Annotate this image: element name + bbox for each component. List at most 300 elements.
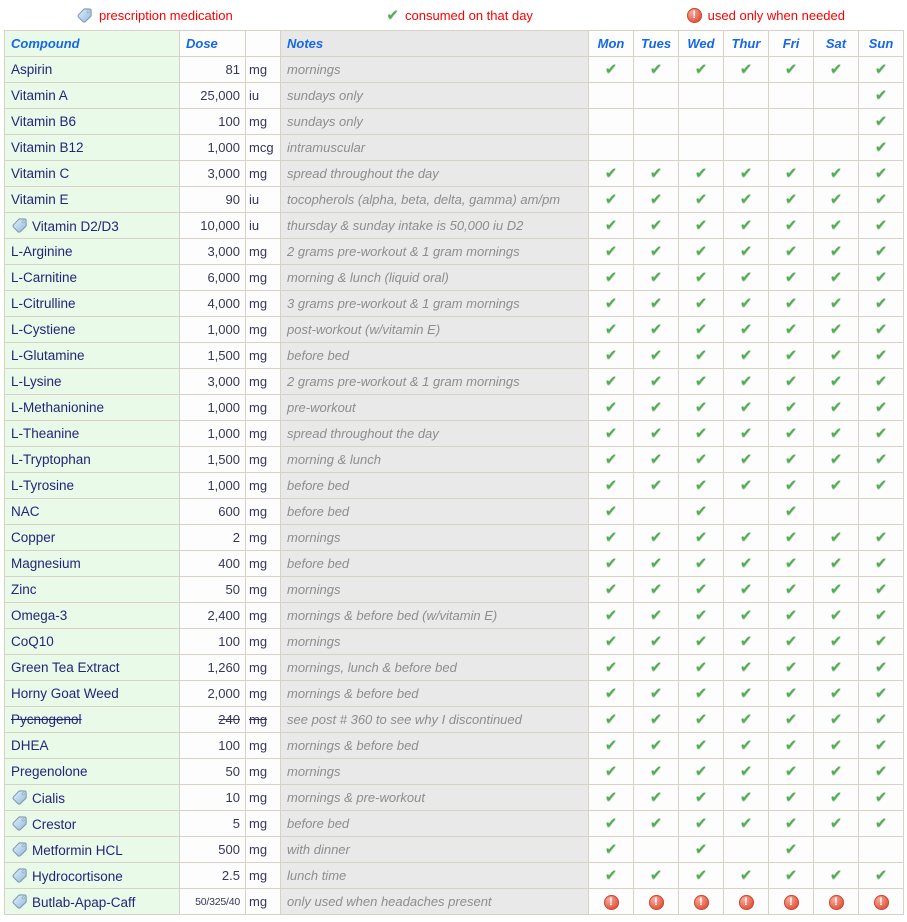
check-icon: ✔ xyxy=(784,60,798,78)
dose-value: 10 xyxy=(180,785,246,811)
column-header-day: Tues xyxy=(634,31,679,57)
table-row xyxy=(5,681,904,707)
day-cell xyxy=(769,837,814,863)
day-cell xyxy=(679,681,724,707)
check-icon: ✔ xyxy=(604,710,618,728)
table-row xyxy=(5,83,904,109)
check-icon: ✔ xyxy=(649,814,663,832)
check-icon: ✔ xyxy=(874,866,888,884)
check-icon: ✔ xyxy=(739,866,753,884)
day-cell xyxy=(859,161,904,187)
dose-value: 100 xyxy=(180,733,246,759)
day-cell xyxy=(589,629,634,655)
check-icon: ✔ xyxy=(874,138,888,156)
day-cell xyxy=(679,733,724,759)
day-cell xyxy=(634,239,679,265)
compound-name: Cialis xyxy=(32,791,66,806)
dose-unit: iu xyxy=(246,187,281,213)
dose-unit: mg xyxy=(246,499,281,525)
table-row xyxy=(5,785,904,811)
compound-cell xyxy=(5,83,180,109)
day-cell xyxy=(859,629,904,655)
day-cell xyxy=(724,395,769,421)
compound-name: Green Tea Extract xyxy=(11,660,120,675)
check-icon: ✔ xyxy=(784,866,798,884)
day-cell xyxy=(589,733,634,759)
check-icon: ✔ xyxy=(874,684,888,702)
day-cell xyxy=(589,57,634,83)
compound-name: L-Carnitine xyxy=(11,270,78,285)
compound-cell xyxy=(5,369,180,395)
day-cell xyxy=(589,369,634,395)
day-cell xyxy=(769,317,814,343)
check-icon: ✔ xyxy=(829,554,843,572)
notes-text: morning & lunch (liquid oral) xyxy=(281,265,589,291)
dose-value: 1,000 xyxy=(180,473,246,499)
dose-value: 5 xyxy=(180,811,246,837)
check-icon: ✔ xyxy=(829,320,843,338)
dose-value: 1,500 xyxy=(180,447,246,473)
day-cell xyxy=(769,161,814,187)
check-icon: ✔ xyxy=(739,372,753,390)
compound-name: Omega-3 xyxy=(11,608,68,623)
check-icon: ✔ xyxy=(829,268,843,286)
check-icon: ✔ xyxy=(694,268,708,286)
day-cell xyxy=(634,863,679,889)
day-cell xyxy=(769,655,814,681)
day-cell xyxy=(679,135,724,161)
day-cell xyxy=(634,109,679,135)
check-icon: ✔ xyxy=(739,424,753,442)
table-row xyxy=(5,577,904,603)
notes-text: mornings & before bed xyxy=(281,733,589,759)
check-icon: ✔ xyxy=(829,814,843,832)
day-cell xyxy=(724,837,769,863)
compound-name: L-Tryptophan xyxy=(11,452,91,467)
day-cell xyxy=(589,811,634,837)
check-icon: ✔ xyxy=(649,346,663,364)
column-header-dose: Dose xyxy=(180,31,246,57)
compound-name: DHEA xyxy=(11,738,49,753)
notes-text: 2 grams pre-workout & 1 gram mornings xyxy=(281,239,589,265)
day-cell xyxy=(814,551,859,577)
day-cell xyxy=(814,863,859,889)
table-row xyxy=(5,317,904,343)
compound-cell xyxy=(5,603,180,629)
check-icon: ✔ xyxy=(784,164,798,182)
day-cell xyxy=(814,395,859,421)
day-cell xyxy=(634,473,679,499)
check-icon: ✔ xyxy=(874,762,888,780)
alert-icon: ! xyxy=(874,895,889,910)
table-row xyxy=(5,213,904,239)
compound-name: L-Tyrosine xyxy=(11,478,75,493)
day-cell xyxy=(814,135,859,161)
check-icon: ✔ xyxy=(874,528,888,546)
dose-value: 2,000 xyxy=(180,681,246,707)
day-cell xyxy=(859,785,904,811)
dose-unit: mg xyxy=(246,109,281,135)
dose-value: 3,000 xyxy=(180,369,246,395)
compound-name: L-Citrulline xyxy=(11,296,76,311)
check-icon: ✔ xyxy=(874,216,888,234)
notes-text: post-workout (w/vitamin E) xyxy=(281,317,589,343)
day-cell xyxy=(634,759,679,785)
day-cell xyxy=(859,109,904,135)
day-cell xyxy=(679,499,724,525)
check-icon: ✔ xyxy=(694,450,708,468)
day-cell xyxy=(634,551,679,577)
check-icon: ✔ xyxy=(739,60,753,78)
check-icon: ✔ xyxy=(784,346,798,364)
check-icon: ✔ xyxy=(874,554,888,572)
check-icon: ✔ xyxy=(784,450,798,468)
check-icon: ✔ xyxy=(829,242,843,260)
check-icon: ✔ xyxy=(829,372,843,390)
day-cell xyxy=(769,421,814,447)
check-icon: ✔ xyxy=(694,424,708,442)
day-cell xyxy=(589,135,634,161)
day-cell xyxy=(589,577,634,603)
day-cell xyxy=(634,707,679,733)
day-cell xyxy=(769,863,814,889)
table-row xyxy=(5,499,904,525)
check-icon: ✔ xyxy=(604,658,618,676)
check-icon: ✔ xyxy=(784,684,798,702)
day-cell xyxy=(859,265,904,291)
dose-unit: mg xyxy=(246,57,281,83)
compound-name: Magnesium xyxy=(11,556,81,571)
day-cell xyxy=(814,655,859,681)
day-cell xyxy=(589,83,634,109)
day-cell xyxy=(724,759,769,785)
check-icon: ✔ xyxy=(604,164,618,182)
check-icon: ✔ xyxy=(829,294,843,312)
check-icon: ✔ xyxy=(874,372,888,390)
compound-name: L-Methanionine xyxy=(11,400,105,415)
check-icon: ✔ xyxy=(604,840,618,858)
check-icon: ✔ xyxy=(604,268,618,286)
day-cell xyxy=(769,187,814,213)
check-icon: ✔ xyxy=(694,840,708,858)
day-cell xyxy=(859,655,904,681)
check-icon: ✔ xyxy=(649,580,663,598)
check-icon: ✔ xyxy=(694,372,708,390)
check-icon: ✔ xyxy=(739,268,753,286)
compound-cell xyxy=(5,759,180,785)
notes-text: mornings, lunch & before bed xyxy=(281,655,589,681)
check-icon: ✔ xyxy=(649,398,663,416)
day-cell xyxy=(724,785,769,811)
check-icon: ✔ xyxy=(694,814,708,832)
dose-value: 2 xyxy=(180,525,246,551)
notes-text: 2 grams pre-workout & 1 gram mornings xyxy=(281,369,589,395)
day-cell xyxy=(679,57,724,83)
dose-unit: mg xyxy=(246,343,281,369)
check-icon: ✔ xyxy=(649,788,663,806)
day-cell xyxy=(814,681,859,707)
dose-value: 2,400 xyxy=(180,603,246,629)
compound-cell xyxy=(5,447,180,473)
check-icon: ✔ xyxy=(874,268,888,286)
table-row xyxy=(5,525,904,551)
dose-value: 1,500 xyxy=(180,343,246,369)
day-cell xyxy=(724,239,769,265)
day-cell xyxy=(724,499,769,525)
notes-text: mornings xyxy=(281,525,589,551)
compound-cell xyxy=(5,785,180,811)
compound-name: L-Arginine xyxy=(11,244,73,259)
check-icon: ✔ xyxy=(784,190,798,208)
day-cell xyxy=(634,577,679,603)
day-cell xyxy=(814,525,859,551)
notes-text: before bed xyxy=(281,473,589,499)
compound-cell xyxy=(5,57,180,83)
day-cell xyxy=(589,681,634,707)
check-icon: ✔ xyxy=(604,866,618,884)
check-icon: ✔ xyxy=(784,320,798,338)
check-icon: ✔ xyxy=(604,190,618,208)
dose-unit: mg xyxy=(246,369,281,395)
day-cell xyxy=(769,213,814,239)
compound-cell xyxy=(5,629,180,655)
day-cell xyxy=(679,759,724,785)
check-icon: ✔ xyxy=(739,242,753,260)
day-cell xyxy=(814,629,859,655)
day-cell xyxy=(634,733,679,759)
day-cell xyxy=(724,369,769,395)
day-cell xyxy=(724,733,769,759)
day-cell xyxy=(814,889,859,915)
compound-cell xyxy=(5,551,180,577)
compound-name: Vitamin B6 xyxy=(11,114,77,129)
day-cell xyxy=(589,473,634,499)
notes-text: with dinner xyxy=(281,837,589,863)
day-cell xyxy=(814,343,859,369)
check-icon: ✔ xyxy=(694,710,708,728)
day-cell xyxy=(634,629,679,655)
compound-name: L-Glutamine xyxy=(11,348,85,363)
header-row xyxy=(5,31,904,57)
dose-value: 500 xyxy=(180,837,246,863)
dose-unit: mg xyxy=(246,577,281,603)
day-cell xyxy=(634,57,679,83)
check-icon: ✔ xyxy=(694,60,708,78)
table-row xyxy=(5,369,904,395)
check-icon: ✔ xyxy=(874,632,888,650)
check-icon: ✔ xyxy=(874,112,888,130)
dose-unit: mg xyxy=(246,161,281,187)
check-icon: ✔ xyxy=(874,788,888,806)
day-cell xyxy=(634,161,679,187)
dose-value: 3,000 xyxy=(180,161,246,187)
legend-label: consumed on that day xyxy=(405,7,533,23)
day-cell xyxy=(589,863,634,889)
table-row xyxy=(5,837,904,863)
compound-cell xyxy=(5,265,180,291)
day-cell xyxy=(724,57,769,83)
dose-value: 1,000 xyxy=(180,395,246,421)
check-icon: ✔ xyxy=(874,658,888,676)
day-cell xyxy=(769,811,814,837)
check-icon: ✔ xyxy=(739,710,753,728)
check-icon: ✔ xyxy=(604,216,618,234)
compound-name: Copper xyxy=(11,530,56,545)
check-icon: ✔ xyxy=(739,554,753,572)
check-icon: ✔ xyxy=(739,736,753,754)
column-header-day: Fri xyxy=(769,31,814,57)
day-cell xyxy=(679,213,724,239)
day-cell xyxy=(769,291,814,317)
check-icon: ✔ xyxy=(649,216,663,234)
check-icon: ✔ xyxy=(784,476,798,494)
day-cell xyxy=(589,603,634,629)
table-rows xyxy=(5,57,904,915)
day-cell xyxy=(679,395,724,421)
day-cell xyxy=(859,83,904,109)
check-icon: ✔ xyxy=(784,268,798,286)
check-icon: ✔ xyxy=(874,398,888,416)
day-cell xyxy=(814,109,859,135)
check-icon: ✔ xyxy=(739,294,753,312)
compound-cell xyxy=(5,837,180,863)
day-cell xyxy=(589,655,634,681)
check-icon: ✔ xyxy=(604,632,618,650)
day-cell xyxy=(859,317,904,343)
tag-icon xyxy=(11,893,28,910)
day-cell xyxy=(634,395,679,421)
check-icon: ✔ xyxy=(649,164,663,182)
day-cell xyxy=(814,785,859,811)
compound-cell xyxy=(5,889,180,915)
dose-unit: mg xyxy=(246,447,281,473)
compound-name: Vitamin B12 xyxy=(11,140,84,155)
check-icon: ✔ xyxy=(649,528,663,546)
day-cell xyxy=(634,837,679,863)
table-row xyxy=(5,707,904,733)
column-header-unit xyxy=(246,31,281,57)
check-icon: ✔ xyxy=(829,762,843,780)
dose-unit: mg xyxy=(246,681,281,707)
day-cell xyxy=(679,239,724,265)
notes-text: before bed xyxy=(281,343,589,369)
day-cell xyxy=(859,551,904,577)
day-cell xyxy=(634,265,679,291)
day-cell xyxy=(859,707,904,733)
dose-value: 6,000 xyxy=(180,265,246,291)
check-icon: ✔ xyxy=(829,398,843,416)
check-icon: ✔ xyxy=(784,216,798,234)
day-cell xyxy=(634,889,679,915)
column-header-day: Thur xyxy=(724,31,769,57)
day-cell xyxy=(769,369,814,395)
day-cell xyxy=(679,655,724,681)
column-header-day: Wed xyxy=(679,31,724,57)
day-cell xyxy=(679,109,724,135)
day-cell xyxy=(859,343,904,369)
check-icon: ✔ xyxy=(874,164,888,182)
notes-text: mornings xyxy=(281,759,589,785)
dose-value: 3,000 xyxy=(180,239,246,265)
notes-text: mornings xyxy=(281,57,589,83)
day-cell xyxy=(859,811,904,837)
dose-value: 90 xyxy=(180,187,246,213)
day-cell xyxy=(859,759,904,785)
day-cell xyxy=(724,577,769,603)
check-icon: ✔ xyxy=(784,814,798,832)
table-row xyxy=(5,343,904,369)
check-icon: ✔ xyxy=(649,736,663,754)
check-icon: ✔ xyxy=(649,710,663,728)
day-cell xyxy=(769,681,814,707)
day-cell xyxy=(769,707,814,733)
check-icon: ✔ xyxy=(739,216,753,234)
notes-text: intramuscular xyxy=(281,135,589,161)
compound-cell xyxy=(5,291,180,317)
check-icon: ✔ xyxy=(604,736,618,754)
day-cell xyxy=(724,525,769,551)
check-icon: ✔ xyxy=(784,502,798,520)
check-icon: ✔ xyxy=(694,476,708,494)
check-icon: ✔ xyxy=(649,320,663,338)
check-icon: ✔ xyxy=(784,606,798,624)
check-icon: ✔ xyxy=(694,684,708,702)
check-icon: ✔ xyxy=(694,294,708,312)
notes-text: sundays only xyxy=(281,83,589,109)
check-icon: ✔ xyxy=(604,554,618,572)
notes-text: sundays only xyxy=(281,109,589,135)
check-icon: ✔ xyxy=(649,606,663,624)
check-icon: ✔ xyxy=(649,294,663,312)
alert-icon: ! xyxy=(829,895,844,910)
check-icon: ✔ xyxy=(874,242,888,260)
alert-icon: ! xyxy=(687,8,702,23)
day-cell xyxy=(814,369,859,395)
column-header-day: Mon xyxy=(589,31,634,57)
alert-icon: ! xyxy=(739,895,754,910)
compound-cell xyxy=(5,577,180,603)
compound-name: Metformin HCL xyxy=(32,843,123,858)
day-cell xyxy=(634,135,679,161)
dose-value: 50 xyxy=(180,577,246,603)
check-icon: ✔ xyxy=(604,450,618,468)
day-cell xyxy=(769,83,814,109)
check-icon: ✔ xyxy=(874,346,888,364)
notes-text: before bed xyxy=(281,551,589,577)
legend-item xyxy=(76,7,233,24)
check-icon: ✔ xyxy=(784,580,798,598)
day-cell xyxy=(859,369,904,395)
dose-unit: mg xyxy=(246,291,281,317)
check-icon: ✔ xyxy=(784,398,798,416)
check-icon: ✔ xyxy=(829,190,843,208)
dose-value: 10,000 xyxy=(180,213,246,239)
compound-name: Vitamin A xyxy=(11,88,68,103)
notes-text: pre-workout xyxy=(281,395,589,421)
table-row xyxy=(5,655,904,681)
table-row xyxy=(5,473,904,499)
day-cell xyxy=(634,785,679,811)
day-cell xyxy=(859,577,904,603)
dose-unit: iu xyxy=(246,213,281,239)
dose-unit: mg xyxy=(246,863,281,889)
check-icon: ✔ xyxy=(874,476,888,494)
check-icon: ✔ xyxy=(604,398,618,416)
check-icon: ✔ xyxy=(739,398,753,416)
check-icon: ✔ xyxy=(694,398,708,416)
compound-cell xyxy=(5,473,180,499)
day-cell xyxy=(724,681,769,707)
